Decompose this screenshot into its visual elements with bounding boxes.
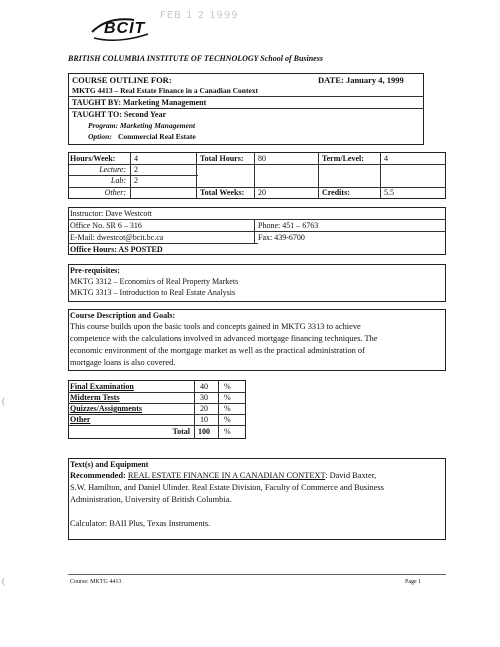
lab-label: Lab: [110,176,126,185]
description-heading: Course Description and Goals: [70,311,176,320]
divider [68,96,424,97]
logo-text: BCIT [104,20,146,37]
eval-unit: % [224,415,231,424]
bcit-logo [88,14,154,44]
eval-value: 20 [200,404,208,413]
option-label: Option: [88,132,112,141]
prereq-item: MKTG 3313 – Introduction to Real Estate Analysis [70,288,236,297]
email: E-Mail: dwestcot@bcit.bc.ca [70,233,164,242]
option-value: Commercial Real Estate [118,132,196,141]
scan-mark: ( [2,576,5,586]
col-line [218,380,219,439]
eval-label: Quizzes/Assignments [70,404,142,413]
eval-total-value: 100 [198,427,210,436]
fax: Fax: 439-6700 [258,233,305,242]
institution: BRITISH COLUMBIA INSTITUTE OF TECHNOLOGY [68,54,259,63]
footer-page: Page 1 [405,579,422,585]
footer-rule [68,574,446,575]
row-line [68,425,246,426]
prereq-item: MKTG 3312 – Economics of Real Property Markets [70,277,239,286]
taught-to: TAUGHT TO: Second Year [72,110,167,119]
book-authors: : David Baxter, [325,471,377,480]
office-number: Office No. SR 6 – 316 [70,221,142,230]
office-hours: Office Hours: AS POSTED [70,245,163,254]
calculator: Calculator: BAII Plus, Texas Instruments. [70,519,211,528]
total-weeks-value: 20 [258,188,266,197]
course-title: MKTG 4413 – Real Estate Finance in a Canadian Context [72,86,259,95]
texts-heading: Text(s) and Equipment [70,460,149,469]
description-line: economic environment of the mortgage market as well as the practical administration of [70,346,365,355]
row-line [68,414,246,415]
recommended-line [70,471,376,481]
row-line [68,219,446,220]
prereq-heading: Pre-requisites: [70,266,120,275]
total-hours-value: 80 [258,154,266,163]
description-line: mortgage loans is also covered. [70,358,176,367]
footer-course: Course: MKTG 4413 [70,579,122,585]
instructor-name: Instructor: Dave Westcott [70,209,152,218]
col-line [254,152,255,199]
term-value: 4 [384,154,388,163]
eval-total-unit: % [224,427,231,436]
received-stamp: FEB 1 2 1999 [160,10,239,21]
col-line [318,152,319,199]
col-line [196,152,197,199]
lecture-label: Lecture: [99,165,126,174]
eval-label: Final Examination [70,382,134,391]
outline-date: DATE: January 4, 1999 [318,75,404,85]
eval-value: 10 [200,415,208,424]
eval-unit: % [224,382,231,391]
school-name: School of Business [260,54,323,63]
book-title: REAL ESTATE FINANCE IN A CANADIAN CONTEXT [127,471,326,480]
taught-by: TAUGHT BY: Marketing Management [72,98,207,107]
book-publisher: S.W. Hamilton, and Daniel Ulinder. Real Estate Division, Faculty of Commerce and Business [70,483,384,492]
row-line [68,243,258,244]
hours-week-value: 4 [134,154,138,163]
hours-week-label: Hours/Week: [70,154,116,163]
eval-label: Midterm Tests [70,393,120,402]
eval-value: 40 [200,382,208,391]
book-university: Administration, University of British Columbia. [70,495,232,504]
eval-total-label: Total [172,427,190,436]
outline-heading: COURSE OUTLINE FOR: [72,75,172,85]
term-label: Term/Level: [322,154,364,163]
eval-unit: % [224,393,231,402]
other-label: Other: [104,188,126,197]
row-line [68,231,446,232]
scan-mark: ( [2,396,5,406]
total-hours-label: Total Hours: [200,154,244,163]
divider [68,108,424,109]
col-line [254,219,255,243]
lab-value: 2 [134,176,138,185]
institution-name [68,54,323,64]
col-line [380,152,381,199]
col-line [130,152,131,199]
description-line: competence with the calculations involved in advanced mortgage financing techniques. The [70,334,378,343]
col-line [194,380,195,439]
description-line: This course builds upon the basic tools and concepts gained in MKTG 3313 to achieve [70,322,361,331]
eval-label: Other [70,415,91,424]
eval-value: 30 [200,393,208,402]
recommended-label: Recommended: [70,471,126,480]
total-weeks-label: Total Weeks: [200,188,245,197]
phone: Phone: 451 – 6763 [258,221,319,230]
lecture-value: 2 [134,165,138,174]
eval-unit: % [224,404,231,413]
program: Program: Marketing Management [88,121,196,130]
credits-label: Credits: [322,188,350,197]
credits-value: 5.5 [384,188,394,197]
